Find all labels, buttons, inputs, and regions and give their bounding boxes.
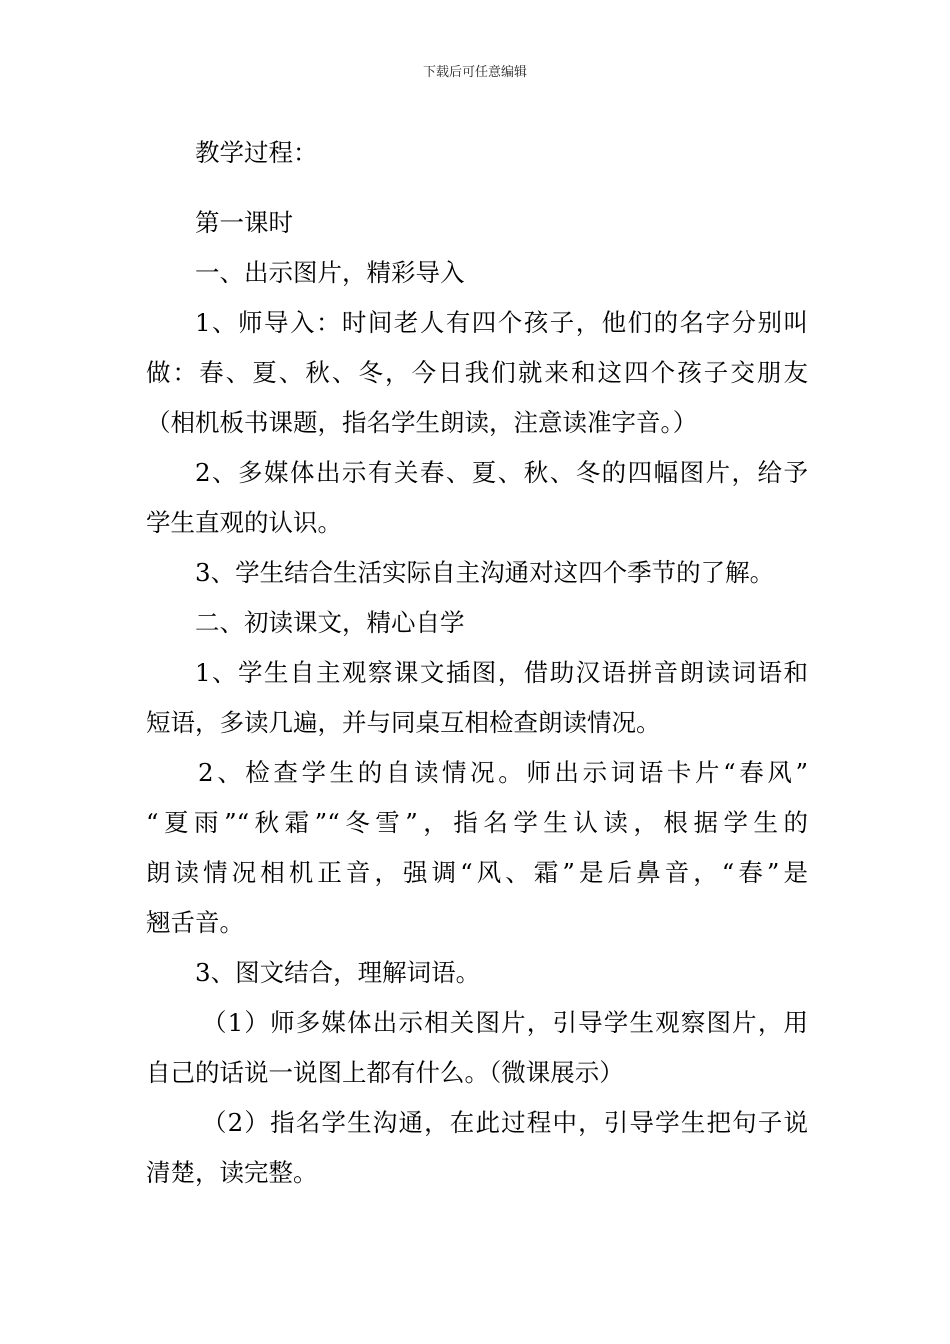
paragraph-line: 短语，多读几遍，并与同桌互相检查朗读情况。 xyxy=(146,708,661,737)
paragraph-line: 做：春、夏、秋、冬，今日我们就来和这四个孩子交朋友 xyxy=(146,358,808,387)
paragraph-line: 1、师导入：时间老人有四个孩子，他们的名字分别叫 xyxy=(195,308,808,337)
paragraph-line: （2）指名学生沟通，在此过程中，引导学生把句子说 xyxy=(202,1108,808,1137)
paragraph-line: 3、图文结合，理解词语。 xyxy=(195,958,481,987)
section-title-2: 二、初读课文，精心自学 xyxy=(195,608,465,637)
page-header: 下载后可任意编辑 xyxy=(422,65,527,80)
section-heading: 教学过程： xyxy=(195,138,318,167)
paragraph-line: 学生直观的认识。 xyxy=(146,508,342,537)
lesson-title: 第一课时 xyxy=(195,208,293,237)
document-body xyxy=(146,128,808,1198)
paragraph-line: （1）师多媒体出示相关图片，引导学生观察图片，用 xyxy=(202,1008,808,1037)
paragraph-line: “夏雨”“秋霜”“冬雪”，指名学生认读，根据学生的 xyxy=(146,808,808,837)
paragraph-line: 自己的话说一说图上都有什么。（微课展示） xyxy=(146,1058,624,1087)
paragraph-line: 清楚，读完整。 xyxy=(146,1158,318,1187)
paragraph-line: 2、多媒体出示有关春、夏、秋、冬的四幅图片，给予 xyxy=(195,458,808,487)
paragraph-line: 3、学生结合生活实际自主沟通对这四个季节的了解。 xyxy=(195,558,775,587)
paragraph-line: （相机板书课题，指名学生朗读，注意读准字音。） xyxy=(146,408,698,437)
paragraph-line: 朗读情况相机正音，强调“风、霜”是后鼻音，“春”是 xyxy=(146,858,808,887)
paragraph-line: 1、学生自主观察课文插图，借助汉语拼音朗读词语和 xyxy=(195,658,808,687)
paragraph-line: 翘舌音。 xyxy=(146,908,244,937)
paragraph-line: 2、检查学生的自读情况。师出示词语卡片“春风” xyxy=(198,758,808,787)
section-title-1: 一、出示图片，精彩导入 xyxy=(195,258,465,287)
